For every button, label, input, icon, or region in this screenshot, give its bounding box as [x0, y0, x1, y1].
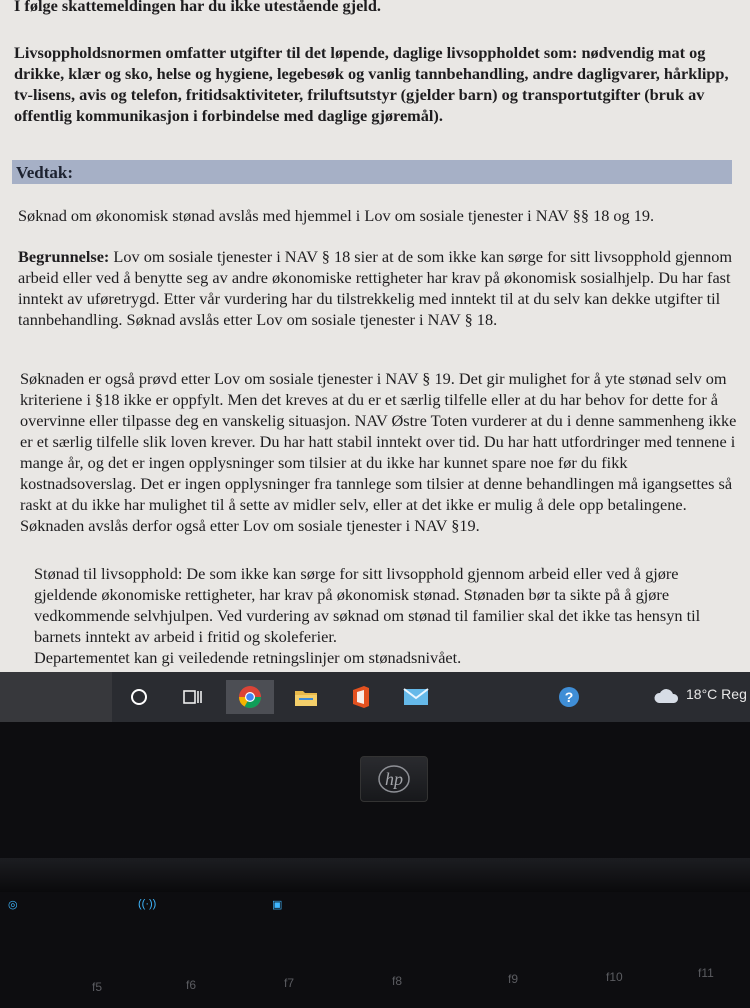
livsoppholdsnorm-paragraph: Livsoppholdsnormen omfatter utgifter til det løpende, daglige livsoppholdet som: nødvendig mat og drikke, klær og sko, helse og hygiene, legebesøk og vanlig tannbehandling, andre dagligvarer, hårklipp, tv-lisens, avis og telefon, fritidsaktiviteter, friluftsutstyr (gjelder barn) og transportutgifter (bruk av offentlig kommunikasjon i forbindelse med daglige gjøremål). [14, 43, 729, 125]
wireless-led-icon: ((·)) [138, 898, 157, 910]
weather-icon[interactable] [648, 680, 684, 714]
laptop-hinge [0, 858, 750, 892]
help-icon[interactable] [551, 680, 587, 714]
departement-line: Departementet kan gi veiledende retningslinjer om stønadsnivået. [34, 648, 462, 667]
hp-logo [360, 756, 428, 802]
power-led-icon: ◎ [8, 899, 18, 911]
taskbar [0, 672, 750, 722]
vedtak-header-bar [12, 160, 732, 184]
file-explorer-icon[interactable] [288, 680, 324, 714]
chrome-icon[interactable] [226, 680, 274, 714]
decision-paragraph: Søknad om økonomisk stønad avslås med hjemmel i Lov om sosiale tjenester i NAV §§ 18 og 19. [18, 206, 655, 225]
fkey-f10[interactable]: f10 [606, 970, 623, 984]
hp-logo-text: hp [385, 769, 403, 789]
stonad-section [34, 563, 738, 668]
begrunnelse-text: Lov om sosiale tjenester i NAV § 18 sier at de som ikke kan sørge for sitt livsopphold gjennom arbeid eller ved å benytte seg av andre økonomiske rettigheter har krav på økonomisk sosialhjelp. Du har fast inntekt av uføretrygd. Etter vår vurdering har du tilstrekkelig med inntekt til at du selv kan dekke utgifter til tannbehandling. Søknad avslås etter Lov om sosiale tjenester i NAV § 18. [18, 247, 733, 329]
begrunnelse-paragraph [18, 246, 738, 330]
display-led-icon: ▣ [272, 899, 283, 911]
stonad-paragraph: Stønad til livsopphold: De som ikke kan sørge for sitt livsopphold gjennom arbeid eller ved å gjøre gjeldende økonomiske rettigheter, har krav på økonomisk stønad. Stønaden bør ta sikte på å gjøre vedkommende selvhjulpen. Ved vurdering av søknad om stønad til familier skal det ikke tas hensyn til barnets inntekt av arbeid i fritid og skoleferier. [34, 564, 701, 646]
task-view-icon[interactable] [175, 680, 211, 714]
taskbar-left-area [0, 672, 112, 722]
paragraph-19: Søknaden er også prøvd etter Lov om sosiale tjenester i NAV § 19. Det gir mulighet for å yte stønad selv om kriteriene i §18 ikke er oppfylt. Men det kreves at du er et særlig tilfelle eller at du har behov for dette for å overvinne eller tilpasse deg en vanskelig situasjon. NAV Østre Toten vurderer at du i denne sammenheng ikke er et særlig tilfelle slik loven krever. Du har hatt stabil inntekt over tid. Du har hatt utfordringer med tennene i mange år, og det er ingen opplysninger som tilsier at du ikke har kunnet spare noe før du fikk kostnadsoverslag. Det er ingen opplysninger fra tannlege som tilsier at denne behandlingen må igangsettes så raskt at du ikke har mulighet til å sette av midler selv, eller at det ikke er mulig å dele opp betalingene. Søknaden avslås derfor også etter Lov om sosiale tjenester i NAV §19. [20, 369, 737, 535]
fkey-f9[interactable]: f9 [508, 972, 519, 986]
weather-temperature[interactable]: 18°C Reg [686, 686, 747, 702]
begrunnelse-label: Begrunnelse: [18, 247, 110, 266]
fkey-f7[interactable]: f7 [284, 976, 295, 990]
svg-text:?: ? [564, 689, 574, 705]
debt-status-line: I følge skattemeldingen har du ikke utestående gjeld. [14, 0, 381, 15]
mail-icon[interactable] [398, 680, 434, 714]
fkey-f8[interactable]: f8 [392, 974, 403, 988]
fkey-f6[interactable]: f6 [186, 978, 197, 992]
office-icon[interactable] [343, 680, 379, 714]
search-icon[interactable] [121, 680, 157, 714]
vedtak-title: Vedtak: [16, 163, 73, 182]
fkey-f11[interactable]: f11 [698, 966, 714, 980]
fkey-f5[interactable]: f5 [92, 980, 103, 994]
